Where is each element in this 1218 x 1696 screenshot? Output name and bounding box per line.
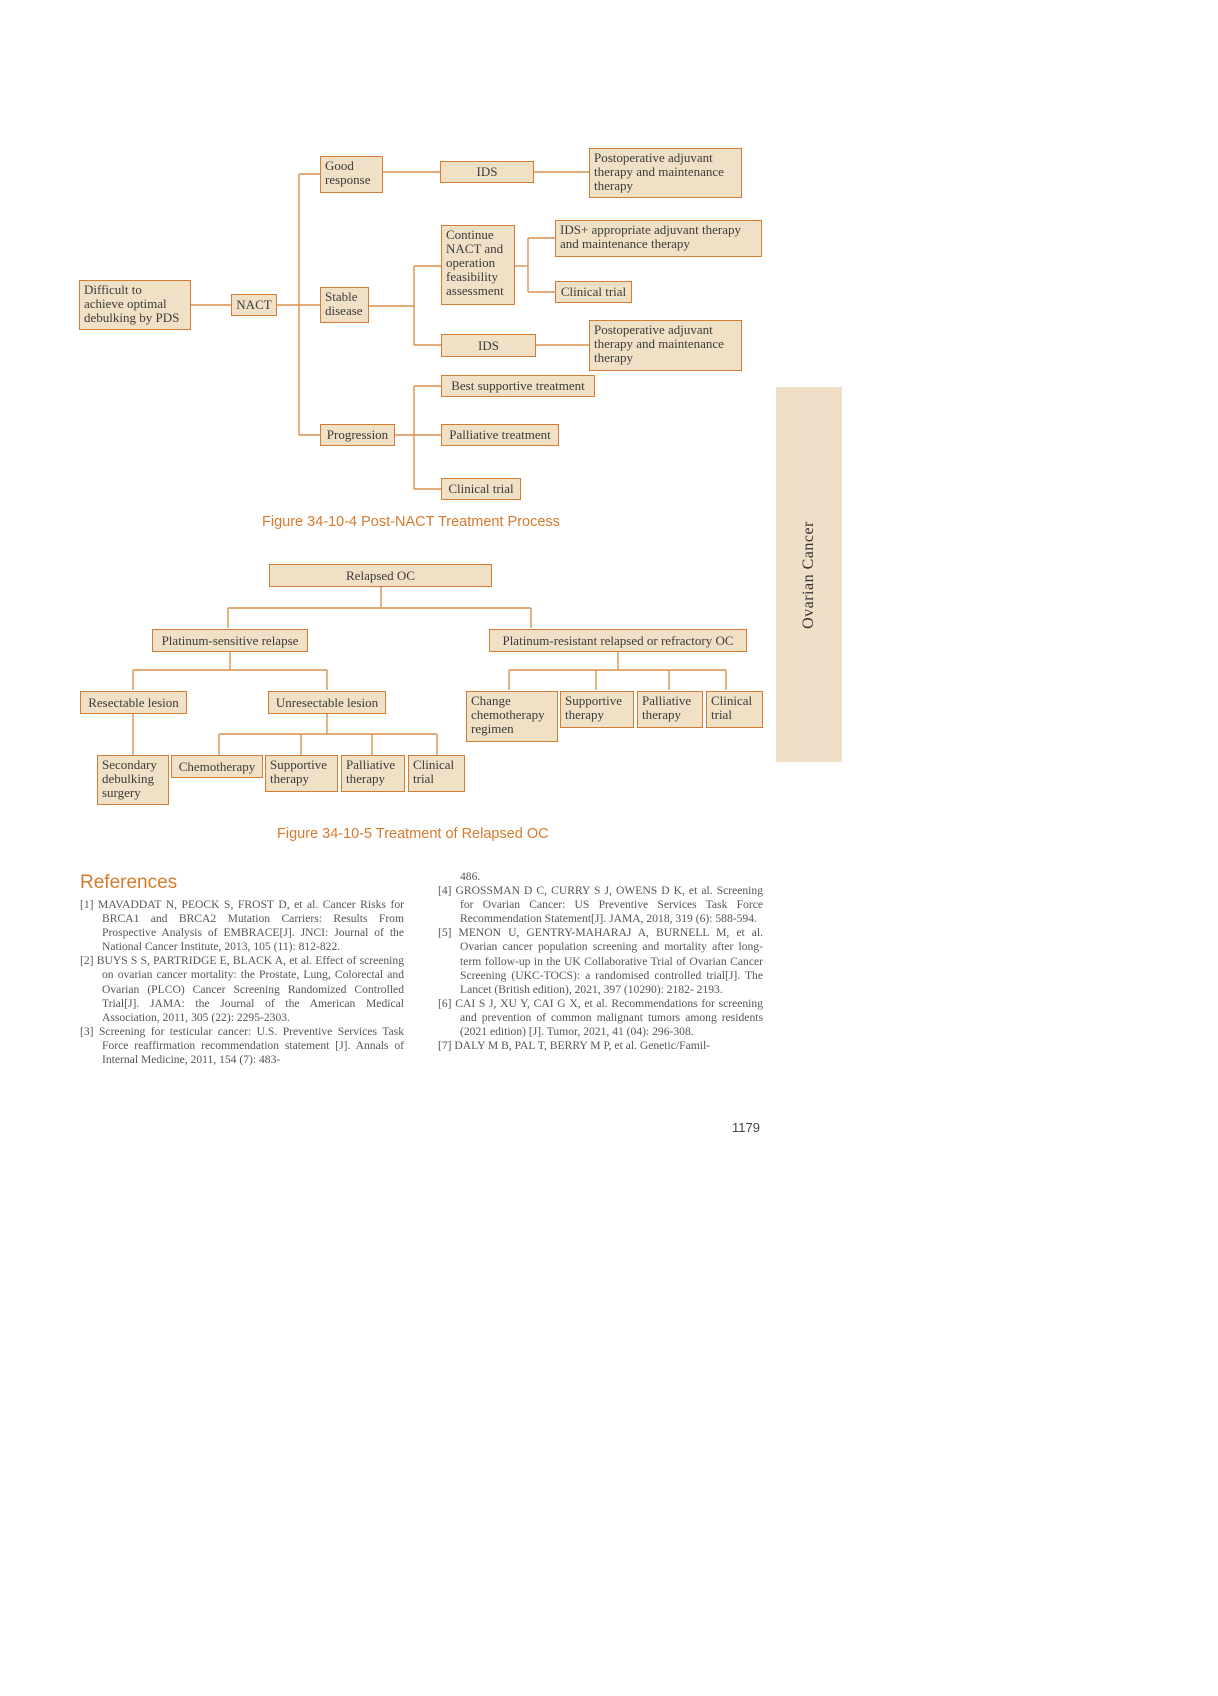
node-good-response: Good response [320,156,383,193]
reference-item: [7] DALY M B, PAL T, BERRY M P, et al. Genetic/Famil- [438,1039,711,1053]
node-resistant-supportive: Supportive therapy [560,691,634,728]
node-good-postop: Postoperative adjuvant therapy and maintenance therapy [589,148,742,198]
node-resistant-clinical: Clinical trial [706,691,763,728]
node-unresectable-palliative: Palliative therapy [341,755,405,792]
node-nact: NACT [231,294,277,316]
chapter-side-tab-label: Ovarian Cancer [800,520,817,629]
reference-item: [2] BUYS S S, PARTRIDGE E, BLACK A, et al. Effect of screening on ovarian cancer mortality: the Prostate, Lung, Colorectal and Ovarian (PLCO) Cancer Screening Randomized Controlled Trial[J]. JAMA: the Journal of the American Medical Association, 2011, 305 (22): 2295-2303. [80,954,404,1024]
node-resectable-lesion: Resectable lesion [80,691,187,714]
node-unresectable-lesion: Unresectable lesion [268,691,386,714]
references-left-column [80,898,404,1067]
node-continue-nact: Continue NACT and operation feasibility assessment [441,225,515,305]
reference-item: [5] MENON U, GENTRY-MAHARAJ A, BURNELL M, et al. Ovarian cancer population screening and mortality after long-term follow-up in the UK Collaborative Trial of Ovarian Cancer Screening (UKC-TOCS): a randomised controlled trial[J]. The Lancet (British edition), 2021, 397 (10290): 2182- 2193. [438,926,763,996]
node-platinum-sensitive: Platinum-sensitive relapse [152,629,308,652]
node-progression: Progression [320,424,395,446]
references-right-column [438,870,763,1053]
node-change-chemotherapy: Change chemotherapy regimen [466,691,558,742]
node-stable-postop: Postoperative adjuvant therapy and maintenance therapy [589,320,742,371]
node-palliative-treatment: Palliative treatment [441,424,559,446]
chapter-side-tab [776,387,842,762]
node-stable-ids: IDS [441,334,536,357]
page-number: 1179 [732,1120,760,1135]
reference-item: [6] CAI S J, XU Y, CAI G X, et al. Recommendations for screening and prevention of common malignant tumors among residents (2021 edition) [J]. Tumor, 2021, 41 (04): 296-308. [438,996,763,1039]
node-stable-clinical-trial: Clinical trial [555,281,632,303]
node-secondary-debulking: Secondary debulking surgery [97,755,169,805]
references-heading: References [80,872,178,893]
node-platinum-resistant: Platinum-resistant relapsed or refractory OC [489,629,747,652]
node-ids-plus-adjuvant: IDS+ appropriate adjuvant therapy and maintenance therapy [555,220,762,257]
reference-item: [4] GROSSMAN D C, CURRY S J, OWENS D K, et al. Screening for Ovarian Cancer: US Preventive Services Task Force Recommendation Statement[J]. JAMA, 2018, 319 (6): 588-594. [438,884,763,926]
node-chemotherapy: Chemotherapy [171,755,263,778]
node-progression-clinical-trial: Clinical trial [441,478,521,500]
node-resistant-palliative: Palliative therapy [637,691,703,728]
node-best-supportive: Best supportive treatment [441,375,595,397]
node-relapsed-oc: Relapsed OC [269,564,492,587]
reference-item: [1] MAVADDAT N, PEOCK S, FROST D, et al. Cancer Risks for BRCA1 and BRCA2 Mutation Carriers: Results From Prospective Analysis of EMBRACE[J]. JNCI: Journal of the National Cancer Institute, 2013, 105 (11): 812-822. [80,898,404,954]
node-stable-disease: Stable disease [320,287,369,323]
reference-item: [3] Screening for testicular cancer: U.S. Preventive Services Task Force reaffirmation recommendation statement [J]. Annals of Internal Medicine, 2011, 154 (7): 483- [80,1024,404,1067]
figure-caption-2: Figure 34-10-5 Treatment of Relapsed OC [277,826,549,842]
reference-continuation: 486. [460,870,481,883]
node-good-ids: IDS [440,161,534,183]
figure-caption-1: Figure 34-10-4 Post-NACT Treatment Process [262,514,560,530]
node-difficult-debulking: Difficult to achieve optimal debulking by PDS [79,280,191,330]
node-unresectable-clinical: Clinical trial [408,755,465,792]
node-unresectable-supportive: Supportive therapy [265,755,338,792]
